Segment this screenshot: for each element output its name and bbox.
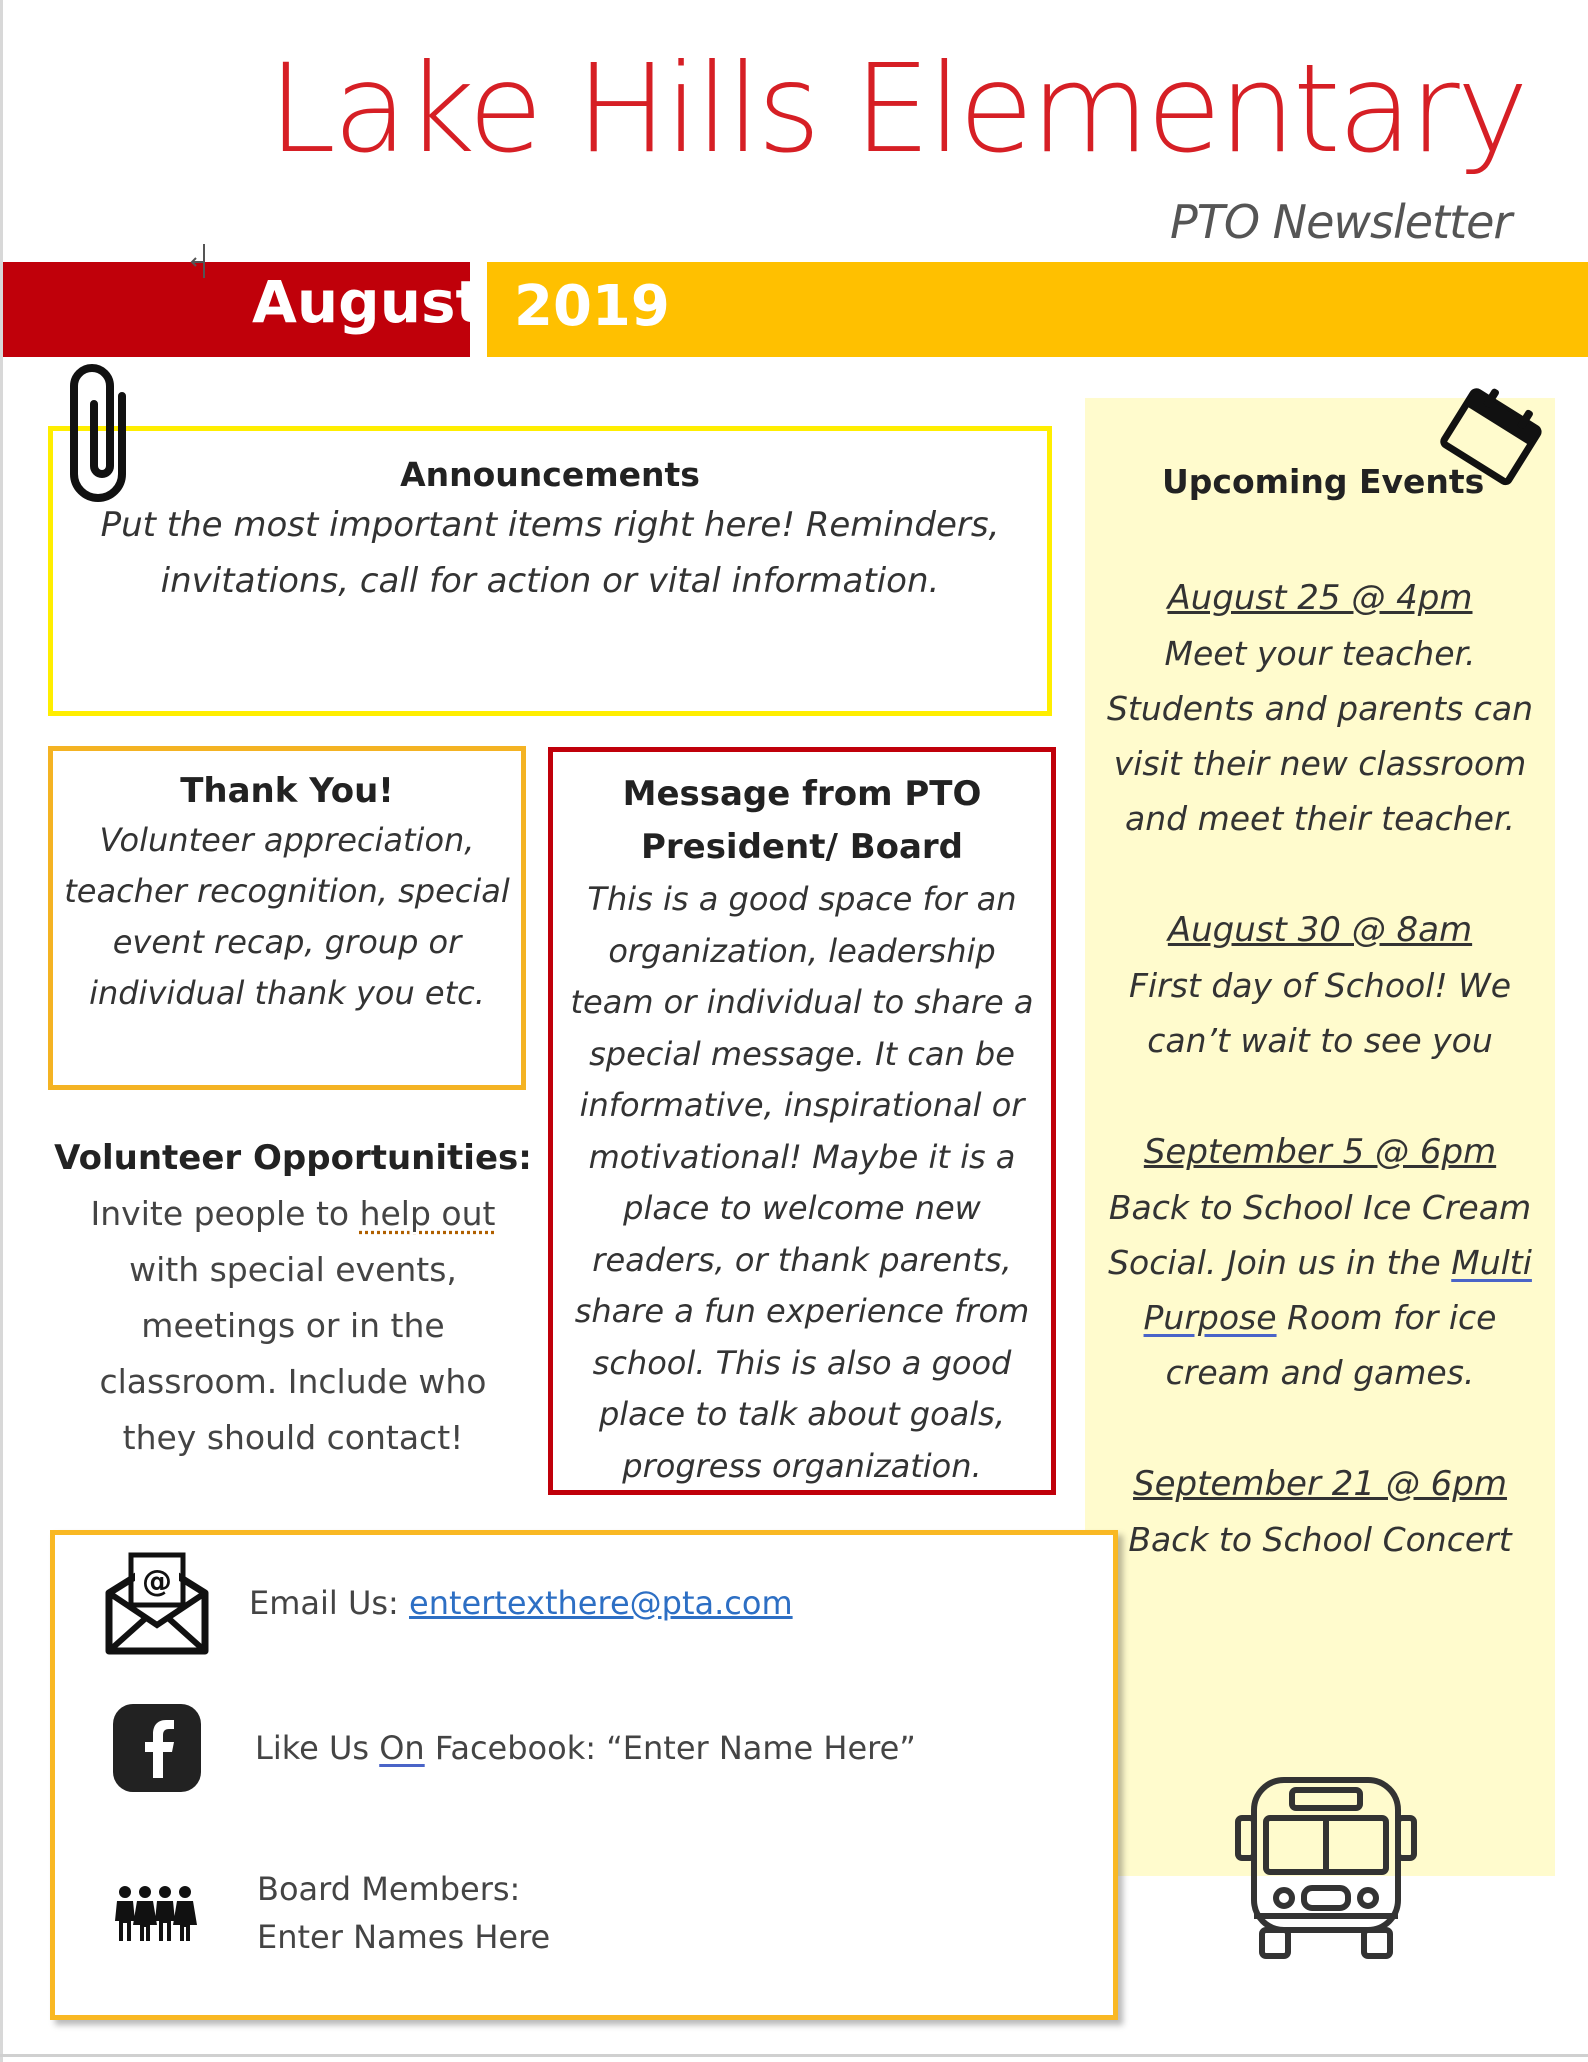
facebook-label-start: Like Us: [255, 1729, 380, 1767]
announcements-body: Put the most important items right here! Reminders, invitations, call for action or vital information.: [100, 505, 1000, 601]
thank-you-body: Volunteer appreciation, teacher recognition, special event recap, group or individual thank you etc.: [64, 821, 510, 1012]
multi-purpose-room-text: Multi Purpose: [1143, 1243, 1532, 1337]
facebook-label-end: Facebook: “Enter Name Here”: [424, 1729, 916, 1767]
thank-you-box: [48, 746, 526, 1090]
event-description: First day of School! We can’t wait to see you: [1128, 966, 1512, 1060]
email-row: [105, 1549, 793, 1657]
board-label: Board Members:: [257, 1870, 521, 1908]
paperclip-icon: [60, 356, 140, 506]
event-item: [1095, 902, 1545, 1068]
facebook-row: [105, 1702, 916, 1794]
school-bus-icon: [1232, 1770, 1420, 1964]
email-icon: [105, 1549, 209, 1657]
board-names: Enter Names Here: [257, 1918, 551, 1956]
board-row: [105, 1865, 550, 1961]
email-text: [249, 1579, 793, 1627]
event-date: August 30 @ 8am: [1167, 910, 1473, 950]
announcements-box: [48, 426, 1052, 716]
event-date: September 5 @ 6pm: [1143, 1132, 1497, 1172]
volunteer-body-end: with special events, meetings or in the classroom. Include who they should contact!: [99, 1250, 487, 1457]
event-item: [1095, 570, 1545, 846]
facebook-icon[interactable]: [111, 1702, 203, 1794]
page-edge-bottom: [0, 2054, 1588, 2057]
event-description: Meet your teacher. Students and parents can visit their new classroom and meet their teacher.: [1106, 634, 1534, 838]
event-date: September 21 @ 6pm: [1133, 1464, 1507, 1504]
event-description: [1095, 1180, 1545, 1400]
contact-box: [50, 1530, 1118, 2020]
people-icon: [113, 1883, 197, 1943]
message-box: [548, 747, 1056, 1495]
email-link[interactable]: entertexthere@pta.com: [409, 1584, 793, 1622]
event-item: [1095, 1124, 1545, 1400]
facebook-on-word: On: [379, 1729, 425, 1767]
volunteer-body-start: Invite people to: [90, 1194, 360, 1233]
volunteer-heading: Volunteer Opportunities:: [54, 1138, 532, 1178]
text-cursor-icon: [188, 244, 212, 278]
board-text: [257, 1865, 550, 1961]
event-item: [1095, 1456, 1545, 1567]
events-heading: Upcoming Events: [1162, 462, 1485, 501]
volunteer-highlight: help out: [359, 1194, 496, 1233]
thank-you-heading: Thank You!: [180, 771, 394, 811]
message-body: This is a good space for an organization, leadership team or individual to share a special message. It can be informative, inspirational or motivational! Maybe it is a place to welcome new readers, or thank parents, share a fun experience from school. This is also a good place to talk about goals, progress organization.: [570, 880, 1034, 1485]
message-heading: Message from PTO President/ Board: [622, 774, 982, 867]
month-label: August: [252, 268, 484, 336]
newsletter-title: Lake Hills Elementary: [268, 38, 1526, 180]
email-label: Email Us:: [249, 1584, 409, 1622]
facebook-text: [255, 1724, 916, 1772]
events-list: [1095, 570, 1545, 1623]
newsletter-subtitle: PTO Newsletter: [1170, 195, 1512, 249]
event-description: Back to School Concert: [1128, 1520, 1512, 1559]
volunteer-section: [48, 1130, 538, 1466]
calendar-icon: [1432, 380, 1552, 490]
announcements-heading: Announcements: [400, 455, 700, 494]
volunteer-body: [48, 1186, 538, 1466]
year-label: 2019: [514, 274, 670, 339]
event-desc-start: Back to School Ice Cream Social. Join us in the: [1108, 1188, 1532, 1282]
svg-text:@: @: [142, 1564, 172, 1599]
event-desc-end: Room for ice cream and games.: [1165, 1298, 1497, 1392]
event-date: August 25 @ 4pm: [1167, 578, 1473, 618]
